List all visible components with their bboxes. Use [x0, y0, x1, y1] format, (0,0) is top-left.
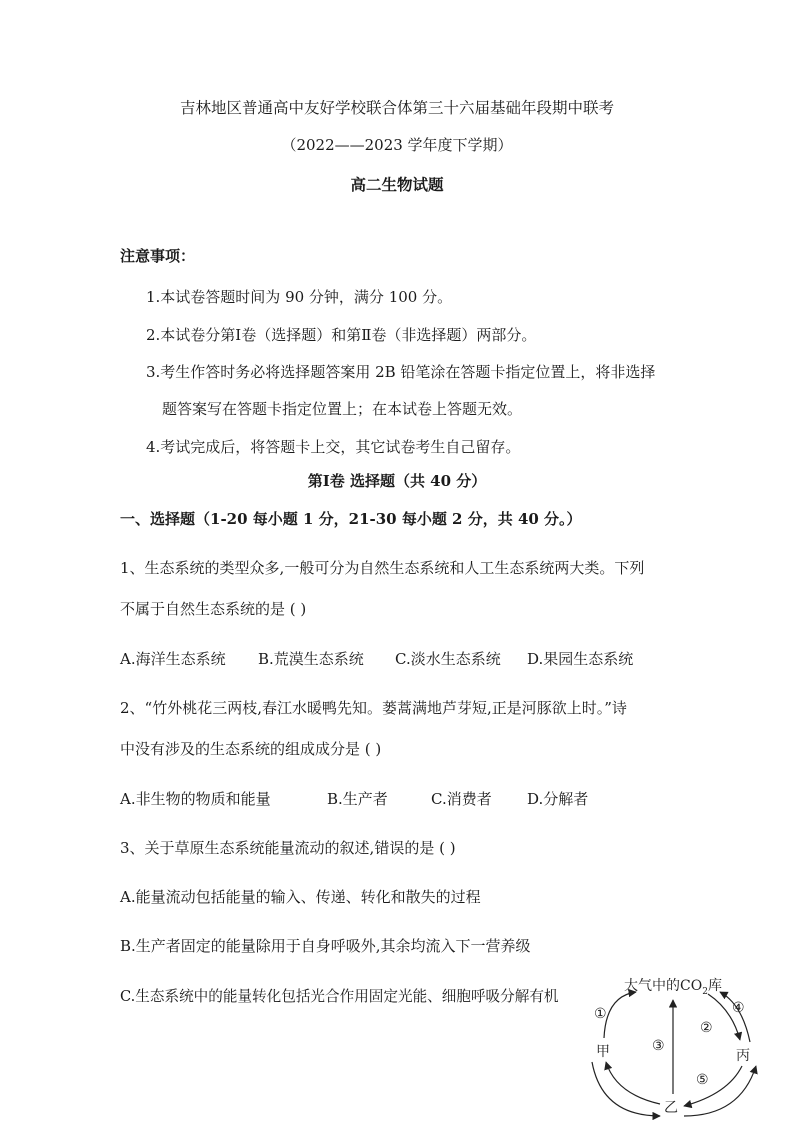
question-1-stem-cont: 不属于自然生态系统的是 ( )	[120, 600, 307, 618]
exam-title: 吉林地区普通高中友好学校联合体第三十六届基础年段期中联考	[179, 99, 614, 117]
question-1-option-a: A.海洋生态系统	[120, 650, 226, 668]
arrow-yi-jia	[606, 1062, 660, 1104]
question-3-option-c: C.生态系统中的能量转化包括光合作用固定光能、细胞呼吸分解有机	[120, 988, 559, 1005]
question-3-option-a: A.能量流动包括能量的输入、传递、转化和散失的过程	[120, 888, 481, 906]
node-yi: 乙	[664, 1100, 678, 1116]
question-1-option-b: B.荒漠生态系统	[258, 650, 364, 668]
notice-item-3-cont: 题答案写在答题卡指定位置上；在本试卷上答题无效。	[162, 400, 523, 418]
part-heading: 一、选择题（1-20 每小题 1 分，21-30 每小题 2 分，共 40 分。）	[120, 510, 582, 528]
notice-item-4: 4.考试完成后，将答题卡上交，其它试卷考生自己留存。	[146, 438, 521, 456]
label-3: ③	[652, 1038, 665, 1054]
question-1-option-d: D.果园生态系统	[527, 650, 634, 668]
question-2-stem: 2、“竹外桃花三两枝,春江水暖鸭先知。蒌蒿满地芦芽短,正是河豚欲上时。”诗	[120, 699, 627, 717]
question-2-option-d: D.分解者	[527, 790, 589, 808]
exam-subject: 高二生物试题	[350, 175, 444, 194]
section-title: 第Ⅰ卷 选择题（共 40 分）	[307, 472, 487, 490]
question-3-option-b: B.生产者固定的能量除用于自身呼吸外,其余均流入下一营养级	[120, 937, 531, 955]
node-bing: 丙	[736, 1048, 750, 1064]
question-2-stem-cont: 中没有涉及的生态系统的组成成分是 ( )	[120, 740, 382, 758]
question-1-stem: 1、生态系统的类型众多,一般可分为自然生态系统和人工生态系统两大类。下列	[120, 559, 645, 577]
question-2-option-a: A.非生物的物质和能量	[120, 790, 271, 808]
notice-heading: 注意事项：	[120, 247, 196, 265]
question-2-option-c: C.消费者	[431, 790, 492, 808]
question-2-option-b: B.生产者	[327, 790, 388, 808]
label-5: ⑤	[696, 1072, 709, 1088]
question-1-option-c: C.淡水生态系统	[395, 650, 501, 668]
exam-year: （2022——2023 学年度下学期）	[281, 136, 513, 154]
label-2: ②	[700, 1020, 713, 1036]
question-3-stem: 3、关于草原生态系统能量流动的叙述,错误的是 ( )	[120, 839, 456, 857]
co2-pool-label: 大气中的$CO_2$库	[624, 978, 722, 997]
carbon-cycle-diagram	[580, 966, 780, 1123]
arrow-1	[604, 992, 636, 1038]
notice-item-3: 3.考生作答时务必将选择题答案用 2B 铅笔涂在答题卡指定位置上，将非选择	[146, 363, 656, 381]
label-1: ①	[594, 1006, 607, 1022]
label-4: ④	[732, 1000, 745, 1016]
arrow-5	[684, 1066, 742, 1106]
notice-item-2: 2.本试卷分第Ⅰ卷（选择题）和第Ⅱ卷（非选择题）两部分。	[146, 326, 537, 344]
notice-item-1: 1.本试卷答题时间为 90 分钟，满分 100 分。	[146, 288, 453, 306]
node-jia: 甲	[596, 1044, 610, 1060]
